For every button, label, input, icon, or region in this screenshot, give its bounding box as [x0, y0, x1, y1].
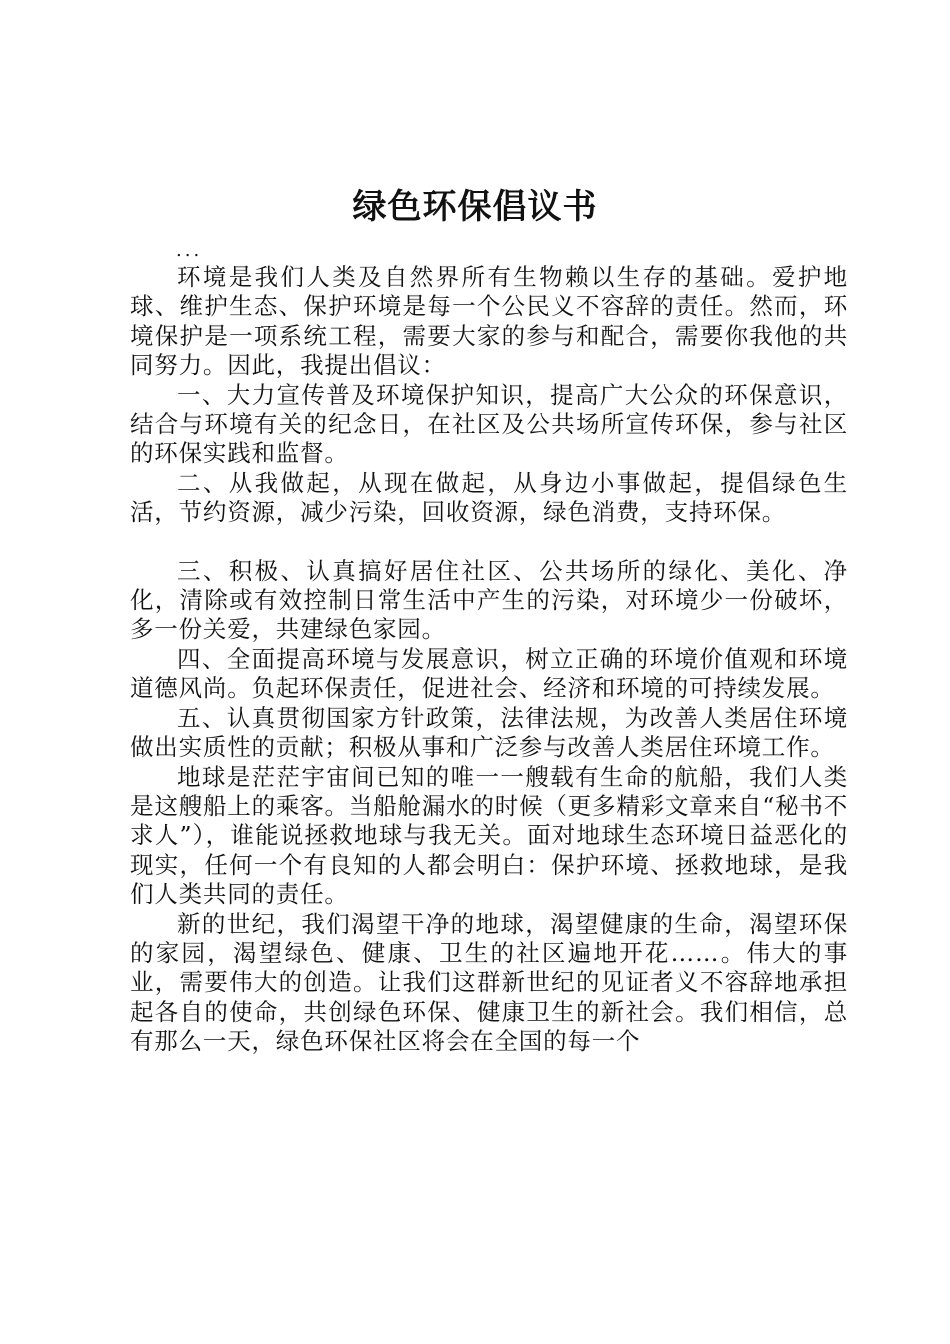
paragraph-item-5: 五、认真贯彻国家方针政策，法律法规，为改善人类居住环境做出实质性的贡献；积极从事和广泛参与改善人类居住环境工作。	[130, 703, 848, 762]
paragraph-item-2: 二、从我做起，从现在做起，从身边小事做起，提倡绿色生活，节约资源，减少污染，回收资源，绿色消费，支持环保。	[130, 468, 848, 527]
ellipsis-marker: ...	[176, 240, 203, 261]
paragraph-new-century: 新的世纪，我们渴望干净的地球，渴望健康的生命，渴望环保的家园，渴望绿色、健康、卫生的社区遍地开花……。伟大的事业，需要伟大的创造。让我们这群新世纪的见证者义不容辞地承担起各自的使命，共创绿色环保、健康卫生的新社会。我们相信，总有那么一天，绿色环保社区将会在全国的每一个	[130, 909, 848, 1056]
document-body	[130, 263, 848, 1057]
paragraph-intro: 环境是我们人类及自然界所有生物赖以生存的基础。爱护地球、维护生态、保护环境是每一个公民义不容辞的责任。然而，环境保护是一项系统工程，需要大家的参与和配合，需要你我他的共同努力。因此，我提出倡议：	[130, 263, 848, 380]
paragraph-earth: 地球是茫茫宇宙间已知的唯一一艘载有生命的航船，我们人类是这艘船上的乘客。当船舱漏水的时候（更多精彩文章来自“秘书不求人”），谁能说拯救地球与我无关。面对地球生态环境日益恶化的现实，任何一个有良知的人都会明白：保护环境、拯救地球，是我们人类共同的责任。	[130, 762, 848, 909]
paragraph-item-1: 一、大力宣传普及环境保护知识，提高广大公众的环保意识，结合与环境有关的纪念日，在社区及公共场所宣传环保，参与社区的环保实践和监督。	[130, 380, 848, 468]
paragraph-item-3: 三、积极、认真搞好居住社区、公共场所的绿化、美化、净化，清除或有效控制日常生活中产生的污染，对环境少一份破坏，多一份关爱，共建绿色家园。	[130, 556, 848, 644]
document-title: 绿色环保倡议书	[352, 187, 598, 227]
paragraph-item-4: 四、全面提高环境与发展意识，树立正确的环境价值观和环境道德风尚。负起环保责任，促进社会、经济和环境的可持续发展。	[130, 644, 848, 703]
